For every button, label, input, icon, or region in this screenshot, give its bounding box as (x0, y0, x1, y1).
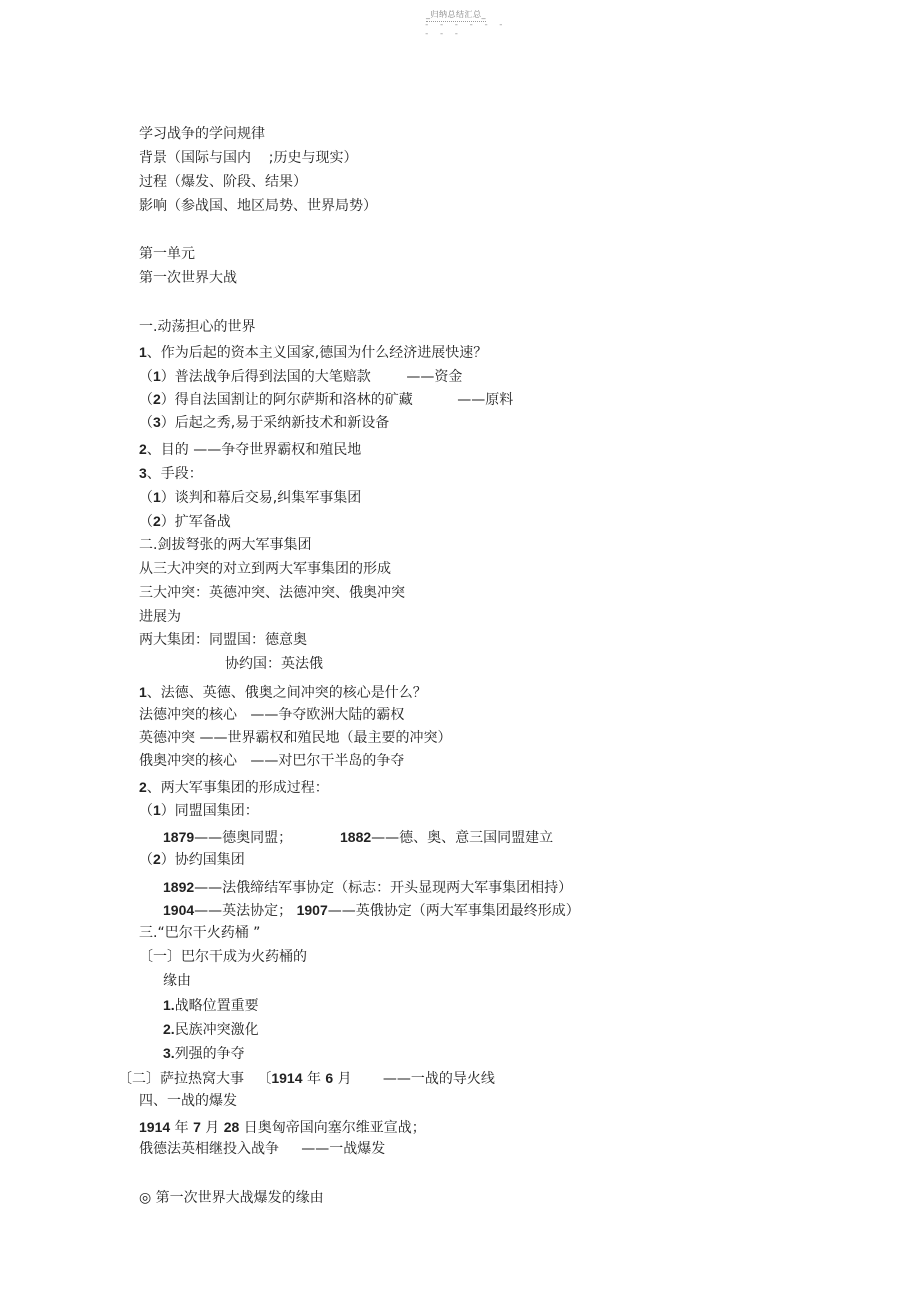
item-text: 、两大军事集团的形成过程： (146, 780, 329, 796)
paren: （ (139, 490, 153, 506)
header-dashes: - - - (424, 29, 462, 39)
item-text: 月 ——一战的导火线 (333, 1071, 495, 1087)
text-line (163, 1022, 259, 1037)
text-line (163, 1046, 245, 1061)
text-line: 协约国：英法俄 (225, 656, 323, 672)
text-line (139, 852, 245, 867)
item-number: 2 (153, 513, 161, 529)
item-number: 1. (163, 997, 175, 1013)
day: 28 (223, 1119, 240, 1135)
text-line: 缘由 (163, 973, 191, 989)
paren: （ (139, 392, 153, 408)
item-text: 、作为后起的资本主义国家,德国为什么经济进展快速？ (146, 345, 488, 361)
text-line (340, 830, 553, 845)
text-line: 背景（国际与国内 ;历史与现实） (139, 150, 358, 166)
item-number: 1 (139, 344, 147, 360)
item-text: ）同盟国集团： (160, 803, 259, 819)
item-text: ——英俄协定（两大军事集团最终形成） (327, 903, 580, 919)
text-line: 影响（参战国、地区局势、世界局势） (139, 198, 377, 214)
text-line (163, 903, 580, 918)
year: 1892 (163, 879, 195, 895)
text-line (139, 1120, 426, 1135)
item-text: ——德奥同盟； (194, 830, 293, 846)
text-line (139, 803, 259, 818)
item-text: 月 (200, 1120, 224, 1136)
paren: （ (139, 369, 153, 385)
item-text: ）谈判和幕后交易,纠集军事集团 (160, 490, 362, 506)
text-line (139, 685, 427, 700)
paren: （ (139, 415, 153, 431)
text-line: 法德冲突的核心 ——争夺欧洲大陆的霸权 (139, 707, 405, 723)
item-text: ）后起之秀,易于采纳新技术和新设备 (160, 415, 390, 431)
item-number: 2 (139, 779, 147, 795)
year: 1907 (296, 902, 328, 918)
doc-heading: 学习战争的学问规律 (139, 126, 265, 142)
item-number: 1 (153, 802, 161, 818)
item-text: 年 (170, 1120, 194, 1136)
item-text: 战略位置重要 (174, 998, 259, 1014)
item-text: ——英法协定； (194, 903, 293, 919)
chapter-title: 第一次世界大战 (139, 270, 237, 286)
item-number: 2. (163, 1021, 175, 1037)
item-text: ）得自法国割让的阿尔萨斯和洛林的矿藏 ——原料 (160, 392, 514, 408)
paren: （ (139, 852, 153, 868)
text-line (163, 830, 292, 845)
item-text: 年 (302, 1071, 326, 1087)
text-line: 两大集团：同盟国：德意奥 (139, 632, 307, 648)
text-line: 进展为 (139, 609, 181, 625)
text-line: 三大冲突：英德冲突、法德冲突、俄奥冲突 (139, 585, 405, 601)
item-text: ）普法战争后得到法国的大笔赔款 ——资金 (160, 369, 463, 385)
section-title: ◎ 第一次世界大战爆发的缘由 (139, 1190, 324, 1206)
section-title: 三.“巴尔干火药桶 ” (139, 925, 261, 941)
item-number: 2 (153, 391, 161, 407)
header-dashes: - - - - - - (424, 20, 506, 30)
item-text: 民族冲突激化 (174, 1022, 259, 1038)
header-title: _归纳总结汇总_ (426, 9, 486, 22)
item-number: 3 (139, 465, 147, 481)
text-line (139, 490, 361, 505)
year: 1914 (139, 1119, 171, 1135)
unit-title: 第一单元 (139, 246, 195, 262)
item-number: 3 (153, 414, 161, 430)
text-line (163, 998, 259, 1013)
text-line (139, 415, 389, 430)
item-text: ——法俄缔结军事协定（标志：开头显现两大军事集团相持） (194, 880, 573, 896)
text-line: 俄德法英相继投入战争 ——一战爆发 (139, 1141, 386, 1157)
item-number: 1 (139, 684, 147, 700)
item-text: 列强的争夺 (174, 1046, 245, 1062)
section-title: 四、一战的爆发 (139, 1093, 237, 1109)
year: 1879 (163, 829, 195, 845)
text-line (139, 780, 329, 795)
year: 1914 (271, 1070, 303, 1086)
section-title: 二.剑拔弩张的两大军事集团 (139, 537, 312, 553)
text-line: 俄奥冲突的核心 ——对巴尔干半岛的争夺 (139, 753, 405, 769)
year: 1882 (340, 829, 372, 845)
text-line (139, 466, 203, 481)
item-number: 1 (153, 489, 161, 505)
text-line (118, 1071, 495, 1086)
item-text: 、法德、英德、俄奥之间冲突的核心是什么？ (146, 685, 427, 701)
text-line (139, 345, 487, 360)
paren: （ (139, 803, 153, 819)
item-text: 、手段： (146, 466, 203, 482)
year: 1904 (163, 902, 195, 918)
item-number: 3. (163, 1045, 175, 1061)
text-line (139, 514, 231, 529)
item-number: 1 (153, 368, 161, 384)
text-line (139, 392, 513, 407)
month: 7 (193, 1119, 201, 1135)
item-text: ——德、奥、意三国同盟建立 (371, 830, 554, 846)
item-text: 〔二〕萨拉热窝大事 〔 (118, 1071, 272, 1087)
text-line: 〔一〕巴尔干成为火药桶的 (139, 949, 307, 965)
text-line: 英德冲突 ——世界霸权和殖民地（最主要的冲突） (139, 730, 452, 746)
section-title: 一.动荡担心的世界 (139, 319, 256, 335)
item-text: 、目的 ——争夺世界霸权和殖民地 (146, 442, 362, 458)
text-line: 从三大冲突的对立到两大军事集团的形成 (139, 561, 391, 577)
text-line (139, 369, 462, 384)
text-line (163, 880, 572, 895)
item-number: 2 (153, 851, 161, 867)
item-text: ）扩军备战 (160, 514, 231, 530)
month: 6 (325, 1070, 334, 1086)
text-line (139, 442, 361, 457)
item-text: 日奥匈帝国向塞尔维亚宣战； (239, 1120, 426, 1136)
paren: （ (139, 514, 153, 530)
item-number: 2 (139, 441, 147, 457)
text-line: 过程（爆发、阶段、结果） (139, 174, 307, 190)
item-text: ）协约国集团 (160, 852, 245, 868)
